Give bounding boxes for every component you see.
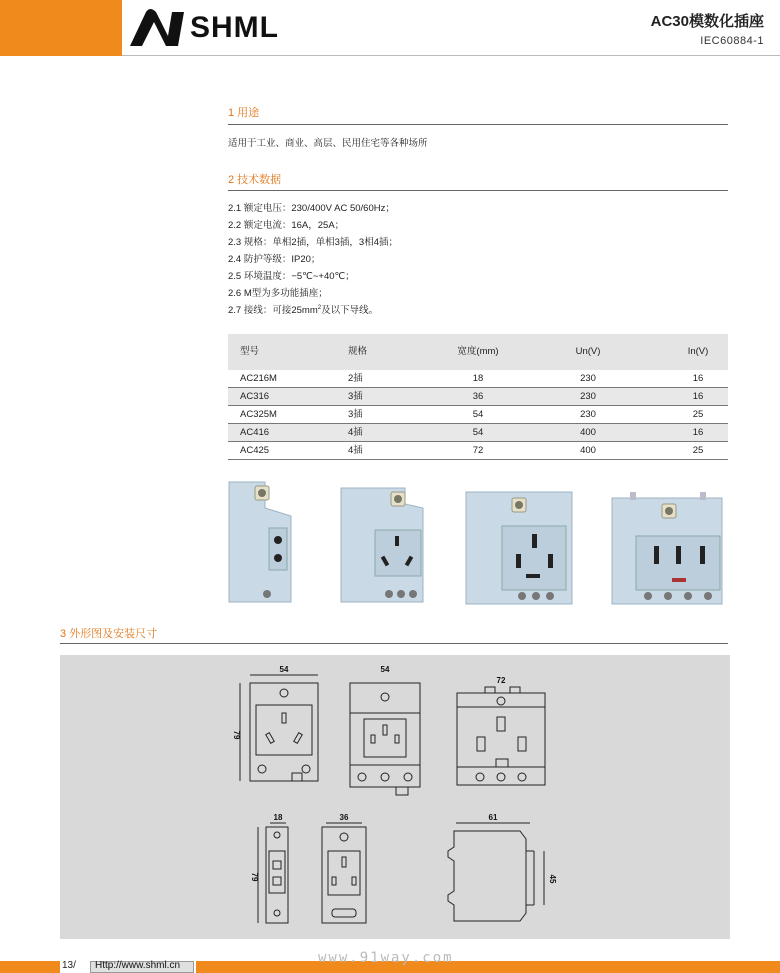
table-row	[228, 442, 728, 460]
spec-line: 2.5 环境温度：−5℃~+40℃；	[228, 271, 355, 282]
table-cell: 400	[580, 427, 596, 438]
doc-title: AC30模数化插座	[650, 13, 764, 30]
usage-text: 适用于工业、商业、高层、民用住宅等各种场所	[228, 138, 428, 149]
table-cell: 3插	[348, 391, 363, 402]
table-cell: 16	[692, 427, 704, 438]
dim-label: 54	[380, 665, 390, 674]
table-header-cell: 规格	[348, 346, 368, 357]
table-cell: AC416	[240, 427, 270, 438]
brand-logo-mark-icon	[128, 8, 186, 48]
table-header-cell: In(V)	[687, 346, 709, 357]
dim-label: 36	[339, 813, 349, 822]
dim-label: 18	[273, 813, 283, 822]
product-photo-ac425	[608, 488, 726, 610]
title-block	[651, 10, 764, 47]
table-cell: AC316	[240, 391, 270, 402]
spec-line: 2.1 额定电压：230/400V AC 50/60Hz；	[228, 203, 395, 214]
section-rule	[60, 643, 728, 644]
section-rule	[228, 124, 728, 125]
drawing-3pin-front	[240, 675, 318, 781]
drawing-3pin-narrow-front	[322, 823, 366, 923]
dim-label: 79	[250, 872, 259, 882]
drawing-4pin-front	[457, 687, 545, 785]
dim-label: 79	[232, 730, 241, 740]
table-header-cell: Un(V)	[575, 346, 601, 357]
dimension-drawings	[60, 655, 730, 939]
table-cell: 230	[580, 391, 596, 402]
drawing-3pin-front-b	[350, 683, 420, 795]
footer-url-link[interactable]: Http://www.shml.cn	[95, 960, 181, 971]
table-cell: AC425	[240, 445, 270, 456]
table-header	[228, 334, 728, 370]
spec-wiring-suffix: 及以下导线。	[321, 305, 379, 316]
table-row	[228, 388, 728, 406]
product-photo-ac316	[335, 484, 429, 610]
footer-orange-bar	[0, 961, 60, 973]
table-cell: 25	[692, 445, 704, 456]
table-row	[228, 424, 728, 442]
footer-orange-bar	[196, 961, 780, 973]
table-cell: 72	[472, 445, 484, 456]
table-cell: 36	[472, 391, 484, 402]
header-orange-bar	[0, 0, 122, 56]
product-photo-ac325m	[462, 488, 576, 610]
doc-standard: IEC60884-1	[700, 35, 764, 47]
table-cell: 16	[692, 373, 704, 384]
table-cell: 400	[580, 445, 596, 456]
table-cell: 3插	[348, 409, 363, 420]
section-heading-tech: 2 技术数据	[228, 174, 282, 186]
watermark: www.91way.com	[318, 950, 454, 966]
table-cell: 25	[692, 409, 704, 420]
spec-wiring-sup: 2	[317, 304, 322, 311]
table-cell: 230	[580, 373, 596, 384]
brand-logo	[128, 8, 279, 48]
spec-wiring-prefix: 2.7 接线：可接25mm	[228, 305, 318, 316]
table-cell: AC325M	[240, 409, 277, 420]
table-cell: 18	[472, 373, 484, 384]
table-header-cell: 宽度(mm)	[457, 346, 499, 357]
dim-label: 45	[548, 874, 557, 884]
product-photo-ac216m	[225, 478, 295, 610]
drawing-2pin-front	[258, 823, 288, 923]
dim-label: 54	[279, 665, 289, 674]
spec-line-wiring	[228, 302, 378, 316]
header-divider	[122, 55, 780, 56]
spec-line: 2.6 M型为多功能插座；	[228, 288, 328, 299]
section-rule	[228, 190, 728, 191]
dim-label: 72	[496, 676, 506, 685]
brand-name: SHML	[190, 11, 279, 44]
page-number: 13/	[62, 960, 76, 971]
table-cell: 230	[580, 409, 596, 420]
table-row	[228, 370, 728, 388]
spec-line: 2.4 防护等级：IP20；	[228, 254, 321, 265]
table-cell: AC216M	[240, 373, 277, 384]
dimension-diagram-panel	[60, 655, 730, 939]
spec-line: 2.3 规格：单相2插，单相3插，3相4插；	[228, 237, 398, 248]
table-row	[228, 406, 728, 424]
section-heading-usage: 1 用途	[228, 107, 260, 119]
table-cell: 54	[472, 427, 484, 438]
table-cell: 54	[472, 409, 484, 420]
dim-label: 61	[488, 813, 498, 822]
spec-table	[228, 334, 728, 460]
table-cell: 16	[692, 391, 704, 402]
table-cell: 2插	[348, 373, 363, 384]
drawing-side-profile	[448, 823, 544, 921]
spec-line: 2.2 额定电流：16A，25A；	[228, 220, 345, 231]
section-heading-dimensions: 3 外形图及安装尺寸	[60, 628, 158, 640]
table-cell: 4插	[348, 445, 363, 456]
table-header-cell: 型号	[240, 346, 260, 357]
table-cell: 4插	[348, 427, 363, 438]
